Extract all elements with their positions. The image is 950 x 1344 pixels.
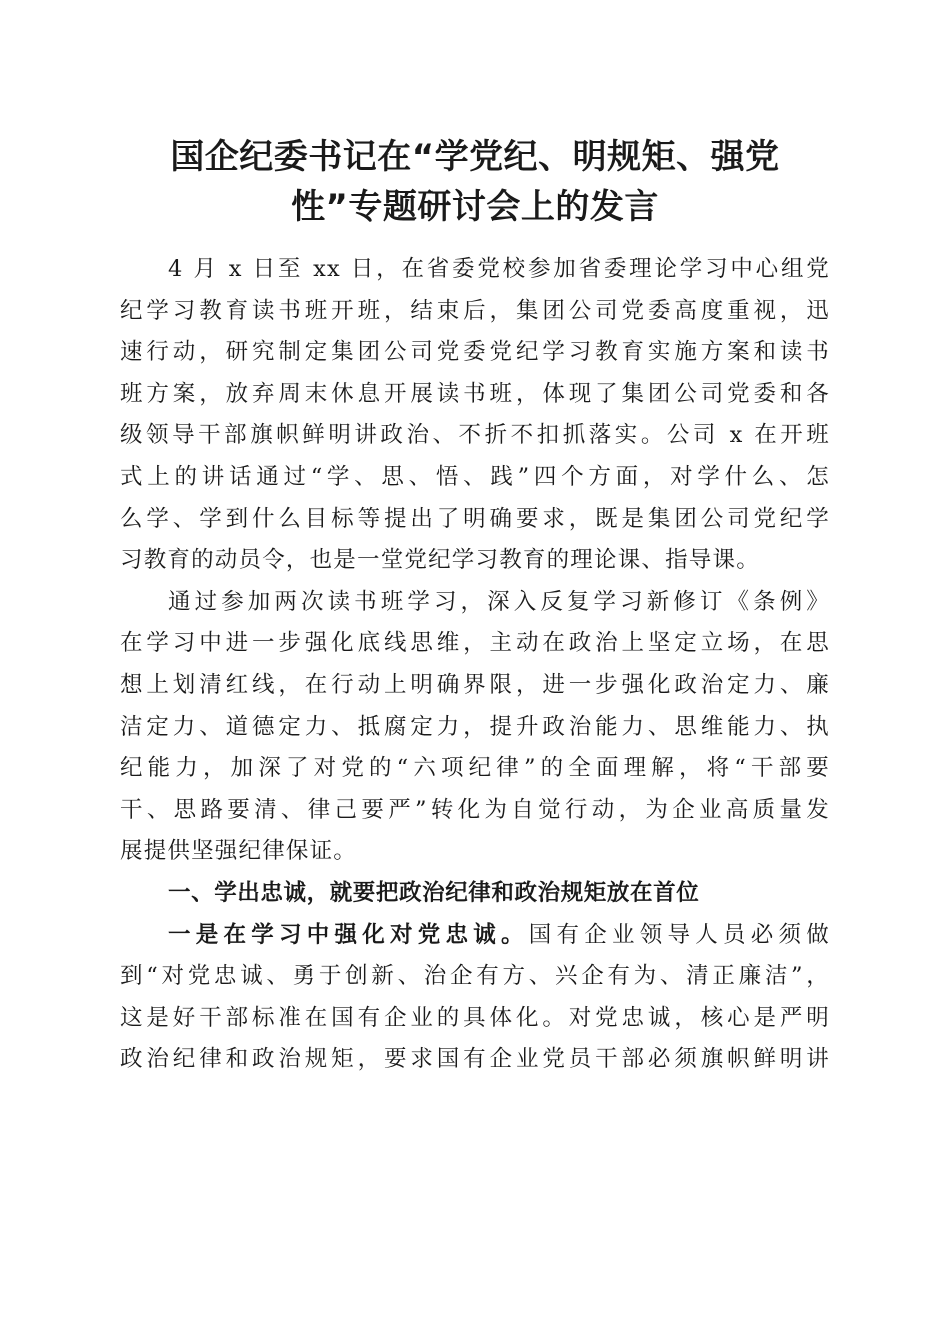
paragraph-line: 洁定力、道德定力、抵腐定力，提升政治能力、思维能力、执 xyxy=(120,713,830,740)
paragraph-line: 干、思路要清、律己要严”转化为自觉行动，为企业高质量发 xyxy=(120,796,830,823)
paragraph-line-rest: 国有企业领导人员必须做 xyxy=(528,921,830,948)
paragraph-3 xyxy=(120,915,830,1081)
paragraph-line: 纪能力，加深了对党的“六项纪律”的全面理解，将“干部要 xyxy=(120,755,830,782)
paragraph-line: 在学习中进一步强化底线思维，主动在政治上坚定立场，在思 xyxy=(120,630,830,657)
paragraph-lead: 一是在学习中强化对党忠诚。 xyxy=(168,921,529,948)
paragraph-line: 这是好干部标准在国有企业的具体化。对党忠诚，核心是严明 xyxy=(120,1004,830,1031)
paragraph-line: 想上划清红线，在行动上明确界限，进一步强化政治定力、廉 xyxy=(120,671,830,698)
paragraph-line: 习教育的动员令，也是一堂党纪学习教育的理论课、指导课。 xyxy=(120,547,760,574)
paragraph-line: 纪学习教育读书班开班，结束后，集团公司党委高度重视，迅 xyxy=(120,297,830,324)
paragraph-line: 到“对党忠诚、勇于创新、治企有方、兴企有为、清正廉洁”， xyxy=(120,963,830,990)
paragraph-line xyxy=(120,915,830,957)
section-heading-1: 一、学出忠诚，就要把政治纪律和政治规矩放在首位 xyxy=(168,879,700,906)
document-body xyxy=(120,249,830,1081)
paragraph-line: 么学、学到什么目标等提出了明确要求，既是集团公司党纪学 xyxy=(120,505,830,532)
paragraph-line: 4 月 x 日至 xx 日，在省委党校参加省委理论学习中心组党 xyxy=(168,256,830,282)
paragraph-line: 班方案，放弃周末休息开展读书班，体现了集团公司党委和各 xyxy=(120,380,830,407)
paragraph-line: 速行动，研究制定集团公司党委党纪学习教育实施方案和读书 xyxy=(120,339,830,366)
document-title xyxy=(120,132,830,232)
title-line-2: 性”专题研讨会上的发言 xyxy=(291,187,659,227)
title-line-1: 国企纪委书记在“学党纪、明规矩、强党 xyxy=(170,137,780,177)
paragraph-line: 通过参加两次读书班学习，深入反复学习新修订《条例》 xyxy=(168,588,830,615)
paragraph-line: 式上的讲话通过“学、思、悟、践”四个方面，对学什么、怎 xyxy=(120,463,830,490)
paragraph-line: 政治纪律和政治规矩，要求国有企业党员干部必须旗帜鲜明讲 xyxy=(120,1046,830,1073)
paragraph-1 xyxy=(120,249,830,582)
paragraph-2 xyxy=(120,582,830,873)
paragraph-line: 级领导干部旗帜鲜明讲政治、不折不扣抓落实。公司 x 在开班 xyxy=(120,422,830,449)
paragraph-line: 展提供坚强纪律保证。 xyxy=(120,838,358,865)
